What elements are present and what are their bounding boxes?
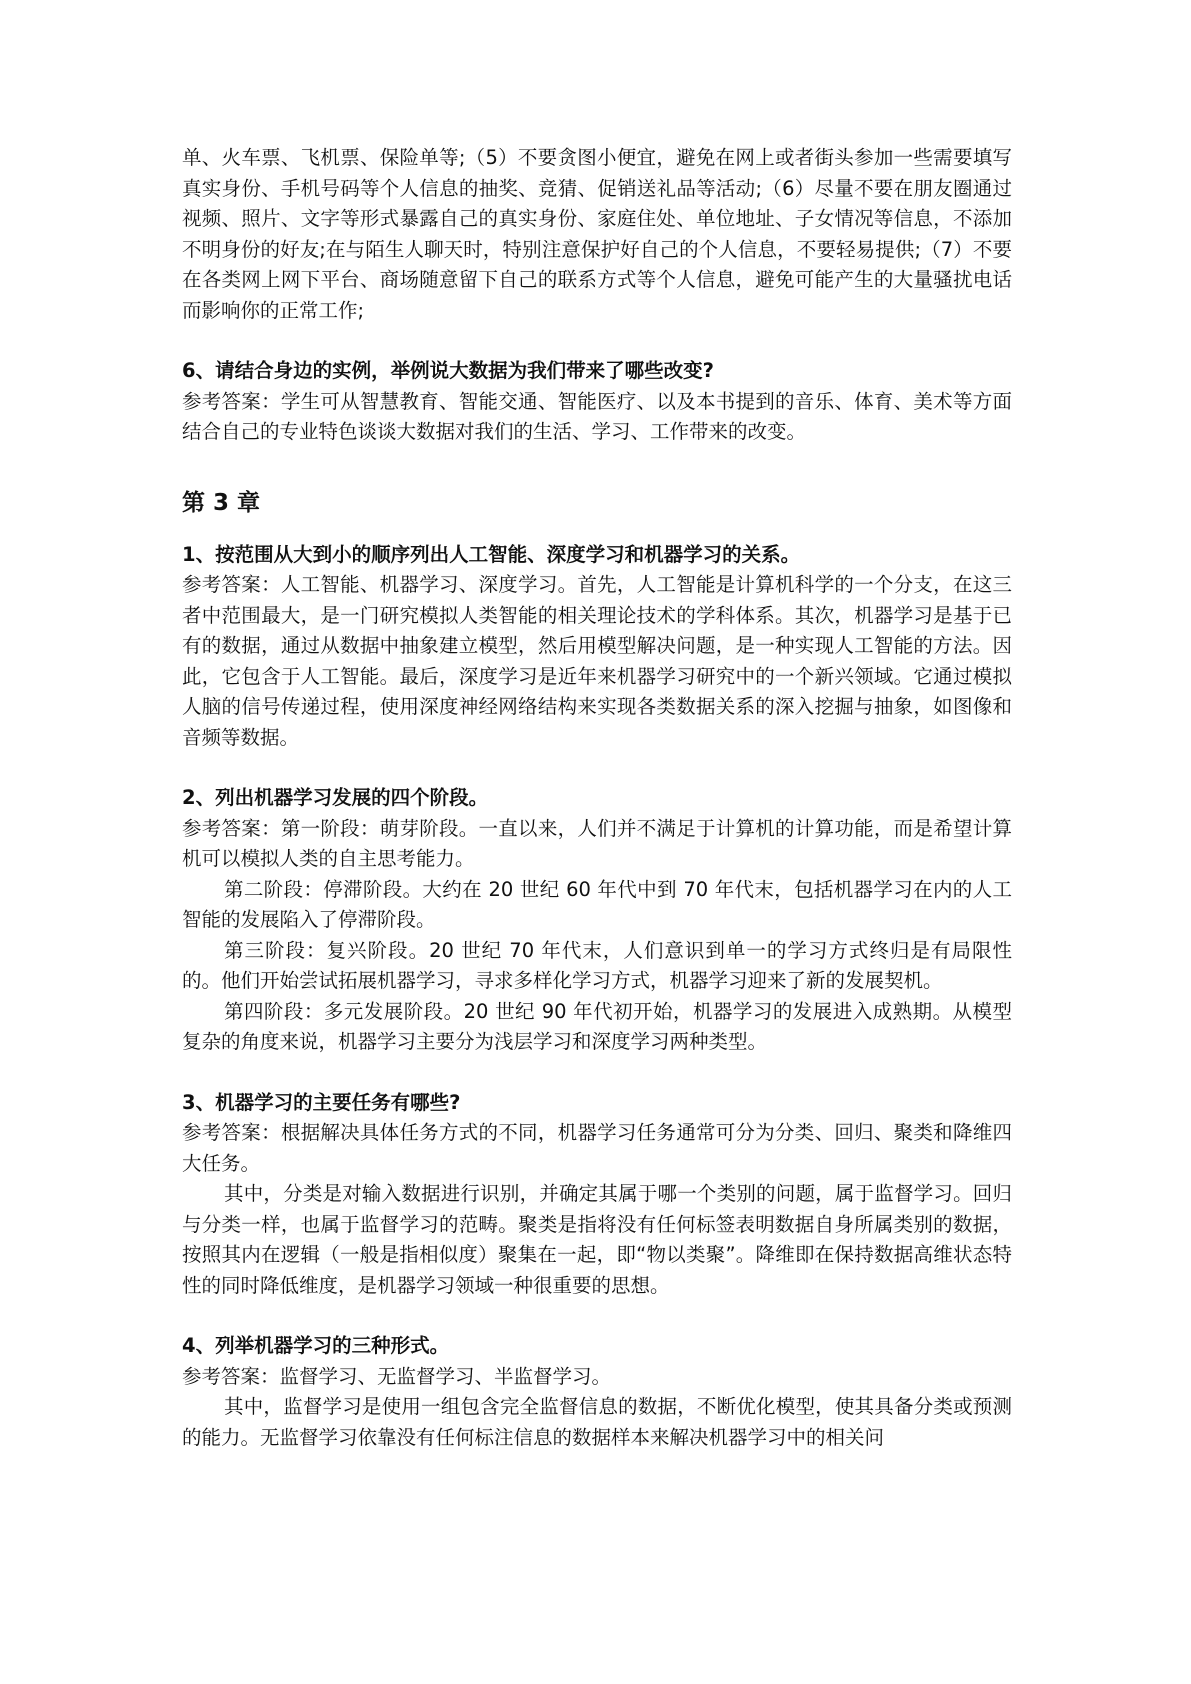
answer-3-detail: 其中，分类是对输入数据进行识别，并确定其属于哪一个类别的问题，属于监督学习。回归与分类一样，也属于监督学习的范畴。聚类是指将没有任何标签表明数据自身所属类别的数据，按照其内在逻辑（一般是指相似度）聚集在一起，即“物以类聚”。降维即在保持数据高维状态特性的同时降低维度，是机器学习领域一种很重要的思想。 <box>182 1182 1012 1297</box>
question-3: 3、机器学习的主要任务有哪些? <box>182 1090 461 1114</box>
document-page <box>182 143 1012 1453</box>
answer-2-stage-1: 参考答案：第一阶段：萌芽阶段。一直以来，人们并不满足于计算机的计算功能，而是希望计算机可以模拟人类的自主思考能力。 <box>182 816 1012 870</box>
answer-4-intro: 参考答案：监督学习、无监督学习、半监督学习。 <box>182 1364 612 1388</box>
answer-2-stage-3: 第三阶段：复兴阶段。20 世纪 70 年代末，人们意识到单一的学习方式终归是有局限性的。他们开始尝试拓展机器学习，寻求多样化学习方式，机器学习迎来了新的发展契机。 <box>182 938 1012 992</box>
answer-1: 参考答案：人工智能、机器学习、深度学习。首先，人工智能是计算机科学的一个分支，在这三者中范围最大，是一门研究模拟人类智能的相关理论技术的学科体系。其次，机器学习是基于已有的数据，通过从数据中抽象建立模型，然后用模型解决问题，是一种实现人工智能的方法。因此，它包含于人工智能。最后，深度学习是近年来机器学习研究中的一个新兴领域。它通过模拟人脑的信号传递过程，使用深度神经网络结构来实现各类数据关系的深入挖掘与抽象，如图像和音频等数据。 <box>182 573 1012 749</box>
answer-2-stage-2: 第二阶段：停滞阶段。大约在 20 世纪 60 年代中到 70 年代末，包括机器学习在内的人工智能的发展陷入了停滞阶段。 <box>182 877 1012 931</box>
answer-2-stage-4: 第四阶段：多元发展阶段。20 世纪 90 年代初开始，机器学习的发展进入成熟期。从模型复杂的角度来说，机器学习主要分为浅层学习和深度学习两种类型。 <box>182 999 1012 1053</box>
chapter-heading: 第 3 章 <box>182 489 261 516</box>
question-1: 1、按范围从大到小的顺序列出人工智能、深度学习和机器学习的关系。 <box>182 542 801 566</box>
answer-6: 参考答案：学生可从智慧教育、智能交通、智能医疗、以及本书提到的音乐、体育、美术等方面结合自己的专业特色谈谈大数据对我们的生活、学习、工作带来的改变。 <box>182 389 1012 443</box>
answer-4-detail: 其中，监督学习是使用一组包含完全监督信息的数据，不断优化模型，使其具备分类或预测的能力。无监督学习依靠没有任何标注信息的数据样本来解决机器学习中的相关问 <box>182 1395 1012 1449</box>
question-2: 2、列出机器学习发展的四个阶段。 <box>182 786 489 809</box>
question-4: 4、列举机器学习的三种形式。 <box>182 1334 450 1357</box>
question-6: 6、请结合身边的实例，举例说大数据为我们带来了哪些改变? <box>182 359 714 382</box>
paragraph-privacy-tips: 单、火车票、飞机票、保险单等;（5）不要贪图小便宜，避免在网上或者街头参加一些需要填写真实身份、手机号码等个人信息的抽奖、竞猜、促销送礼品等活动;（6）尽量不要在朋友圈通过视频、照片、文字等形式暴露自己的真实身份、家庭住处、单位地址、子女情况等信息，不添加不明身份的好友;在与陌生人聊天时，特别注意保护好自己的个人信息，不要轻易提供;（7）不要在各类网上网下平台、商场随意留下自己的联系方式等个人信息，避免可能产生的大量骚扰电话而影响你的正常工作; <box>182 146 1012 322</box>
answer-3-intro: 参考答案：根据解决具体任务方式的不同，机器学习任务通常可分为分类、回归、聚类和降维四大任务。 <box>182 1121 1012 1175</box>
